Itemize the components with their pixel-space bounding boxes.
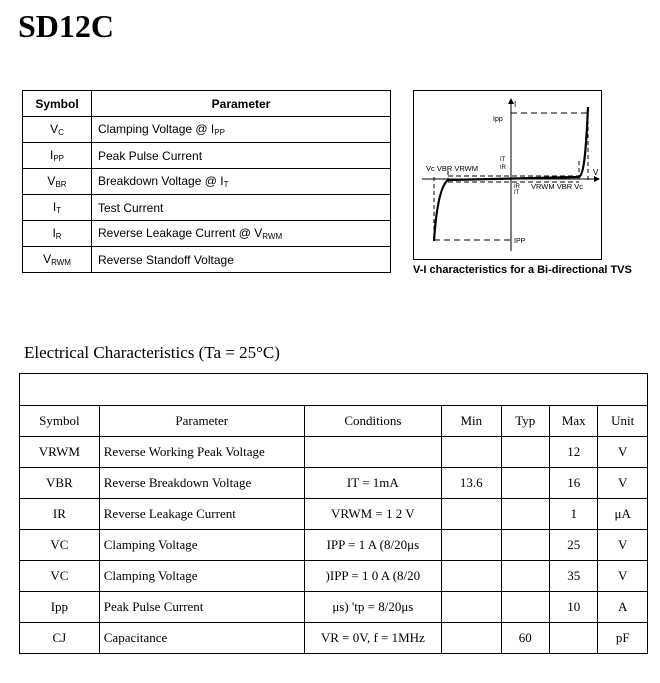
table-header-row (20, 406, 648, 437)
symbol-cell (23, 247, 92, 273)
min-cell: 13.6 (442, 468, 502, 499)
right-voltage-labels: VRWM VBR Vc (531, 182, 583, 191)
symbol-text: I (49, 148, 54, 162)
typ-cell (501, 499, 549, 530)
table-row (23, 169, 391, 195)
table-header-row (23, 91, 391, 117)
max-cell: 16 (550, 468, 598, 499)
unit-cell: A (598, 592, 648, 623)
parameter-text: Reverse Leakage Current @ V (98, 226, 263, 240)
parameter-cell (92, 117, 391, 143)
header-parameter: Parameter (92, 91, 391, 117)
table-blank-row (20, 374, 648, 406)
unit-cell: V (598, 468, 648, 499)
symbol-subscript: RWM (51, 258, 71, 267)
unit-cell: μA (598, 499, 648, 530)
symbol-cell (23, 195, 92, 221)
symbol-text: V (47, 174, 56, 188)
table-row (23, 117, 391, 143)
symbol-cell (23, 169, 92, 195)
parameter-cell (92, 195, 391, 221)
header-typ: Typ (501, 406, 549, 437)
symbol-cell (23, 117, 92, 143)
max-cell: 10 (550, 592, 598, 623)
symbol-cell: CJ (20, 623, 100, 654)
table-row (23, 247, 391, 273)
typ-cell (501, 530, 549, 561)
table-row (20, 592, 648, 623)
parameter-cell: Reverse Leakage Current (99, 499, 304, 530)
parameter-cell: Clamping Voltage (99, 561, 304, 592)
parameter-cell (92, 169, 391, 195)
table-row (23, 221, 391, 247)
it-label-top: IT (500, 157, 506, 163)
symbol-cell: Ipp (20, 592, 100, 623)
unit-cell: V (598, 530, 648, 561)
min-cell (442, 561, 502, 592)
symbol-subscript: C (58, 128, 64, 137)
conditions-cell: VR = 0V, f = 1MHz (304, 623, 441, 654)
ipp-top-label: Ipp (493, 116, 503, 123)
symbol-text: V (50, 122, 59, 136)
header-symbol: Symbol (20, 406, 100, 437)
v-axis-label: V (593, 168, 599, 177)
i-axis-label: I (514, 100, 517, 109)
symbol-cell: IR (20, 499, 100, 530)
table-row (23, 195, 391, 221)
left-voltage-labels: Vc VBR VRWM (426, 164, 478, 173)
header-unit: Unit (598, 406, 648, 437)
min-cell (442, 437, 502, 468)
header-conditions: Conditions (304, 406, 441, 437)
parameter-cell: Peak Pulse Current (99, 592, 304, 623)
max-cell: 25 (550, 530, 598, 561)
symbol-text: I (52, 226, 56, 240)
symbol-cell: VC (20, 530, 100, 561)
conditions-cell: μs) 'tp = 8/20μs (304, 592, 441, 623)
parameter-cell: Reverse Working Peak Voltage (99, 437, 304, 468)
symbol-text: I (52, 200, 57, 214)
symbol-definitions-table (22, 90, 391, 273)
header-symbol: Symbol (23, 91, 92, 117)
parameter-cell: Reverse Breakdown Voltage (99, 468, 304, 499)
max-cell: 35 (550, 561, 598, 592)
table-row (20, 468, 648, 499)
vi-characteristic-diagram (413, 90, 602, 260)
conditions-cell (304, 437, 441, 468)
table-row (23, 143, 391, 169)
symbol-subscript: BR (55, 180, 67, 189)
table-row (20, 623, 648, 654)
min-cell (442, 623, 502, 654)
ir-label-top: IR (500, 165, 506, 171)
parameter-subscript: PP (214, 128, 225, 137)
symbol-subscript: R (55, 232, 62, 241)
max-cell: 1 (550, 499, 598, 530)
blank-cell (20, 374, 648, 406)
conditions-cell: VRWM = 1 2 V (304, 499, 441, 530)
typ-cell (501, 561, 549, 592)
parameter-text: Test Current (98, 200, 164, 215)
document-title: SD12C (18, 8, 115, 44)
min-cell (442, 530, 502, 561)
electrical-characteristics-table (19, 373, 648, 654)
header-parameter: Parameter (99, 406, 304, 437)
symbol-cell (23, 143, 92, 169)
typ-cell (501, 468, 549, 499)
table-row (20, 499, 648, 530)
header-min: Min (442, 406, 502, 437)
max-cell (550, 623, 598, 654)
symbol-cell: VC (20, 561, 100, 592)
conditions-cell: IT = 1mA (304, 468, 441, 499)
max-cell: 12 (550, 437, 598, 468)
ir-label-right: IR (514, 184, 520, 190)
min-cell (442, 499, 502, 530)
parameter-cell: Clamping Voltage (99, 530, 304, 561)
parameter-text: Clamping Voltage @ I (98, 122, 215, 136)
typ-cell (501, 592, 549, 623)
ipp-bottom-label: IPP (514, 238, 526, 245)
conditions-cell: )IPP = 1 0 A (8/20 (304, 561, 441, 592)
parameter-subscript: T (223, 180, 229, 189)
vi-chart-caption: V-I characteristics for a Bi-directional TVS (413, 264, 632, 276)
parameter-cell: Capacitance (99, 623, 304, 654)
it-label-right: IT (514, 190, 520, 196)
parameter-subscript: RWM (262, 232, 283, 241)
unit-cell: V (598, 561, 648, 592)
symbol-subscript: T (56, 206, 62, 215)
conditions-cell: IPP = 1 A (8/20μs (304, 530, 441, 561)
parameter-cell (92, 221, 391, 247)
parameter-cell (92, 143, 391, 169)
unit-cell: pF (598, 623, 648, 654)
section-title: Electrical Characteristics (Ta = 25°C) (24, 343, 280, 362)
unit-cell: V (598, 437, 648, 468)
min-cell (442, 592, 502, 623)
typ-cell: 60 (501, 623, 549, 654)
table-row (20, 530, 648, 561)
parameter-text: Peak Pulse Current (98, 148, 203, 163)
symbol-cell (23, 221, 92, 247)
parameter-cell (92, 247, 391, 273)
typ-cell (501, 437, 549, 468)
table-row (20, 437, 648, 468)
symbol-text: V (43, 252, 52, 266)
parameter-text: Breakdown Voltage @ I (98, 174, 224, 188)
symbol-cell: VBR (20, 468, 100, 499)
parameter-text: Reverse Standoff Voltage (98, 252, 234, 267)
symbol-subscript: PP (53, 154, 64, 163)
vi-curve-svg (414, 91, 601, 259)
header-max: Max (550, 406, 598, 437)
table-row (20, 561, 648, 592)
symbol-cell: VRWM (20, 437, 100, 468)
